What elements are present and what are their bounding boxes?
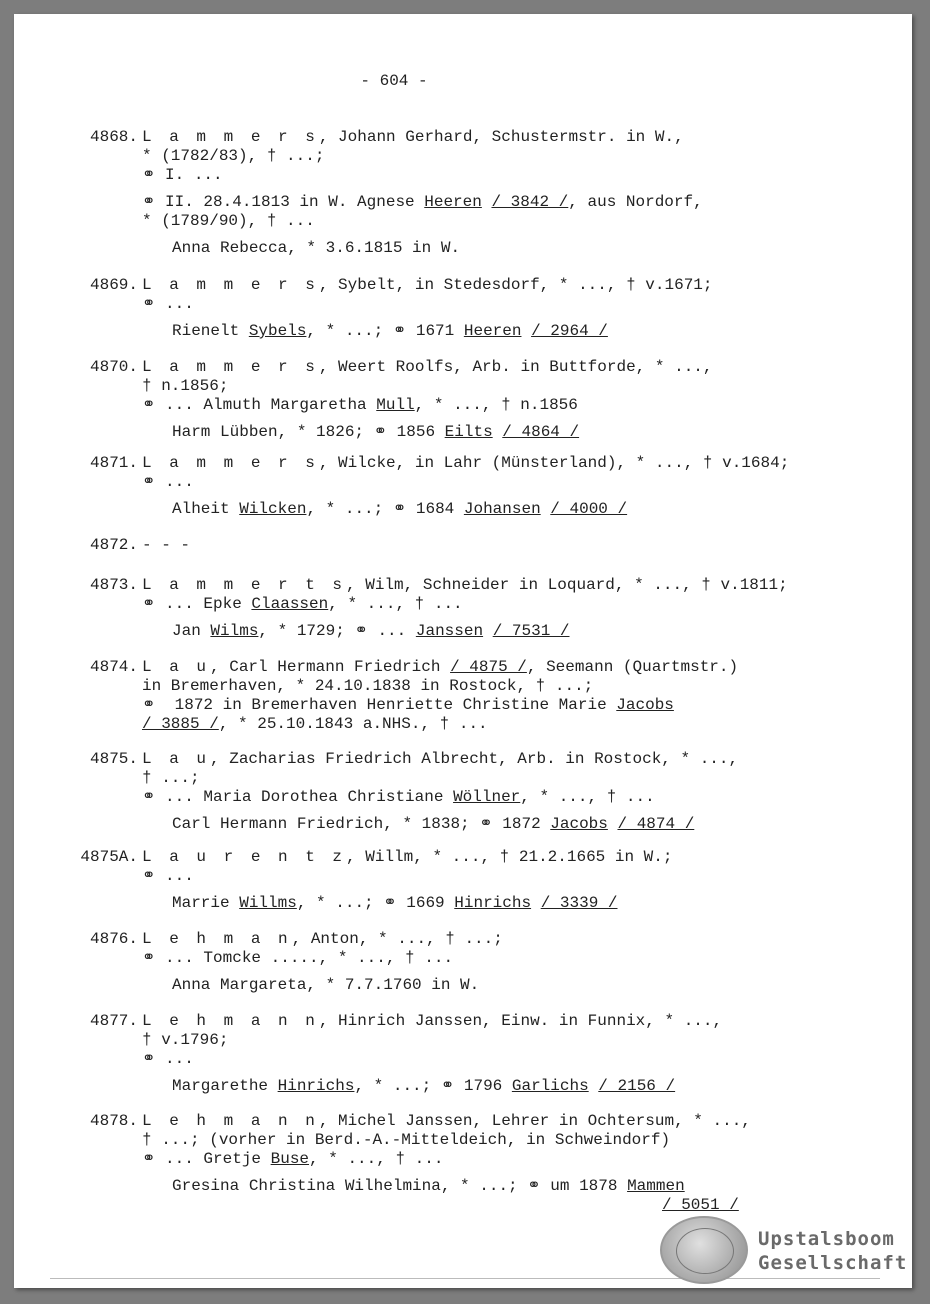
entry-text: Anna Rebecca, * 3.6.1815 in W. — [172, 239, 461, 257]
entry-line — [142, 677, 593, 696]
cross-reference: Hinrichs — [277, 1077, 355, 1095]
entry-text: † n.1856; — [142, 377, 229, 395]
entry-line — [142, 949, 453, 968]
document-page — [14, 14, 912, 1288]
cross-reference: Willms — [239, 894, 297, 912]
cross-reference: / 4874 / — [617, 815, 695, 833]
child-line — [172, 1177, 685, 1196]
cross-reference: Garlichs — [511, 1077, 589, 1095]
cross-reference: / 7531 / — [492, 622, 570, 640]
cross-reference: Wilcken — [239, 500, 307, 518]
entry-line — [142, 1031, 228, 1050]
entry-number: 4873. — [89, 576, 138, 594]
cross-reference: Mammen — [627, 1177, 685, 1195]
logo-line1: Upstalsboom — [758, 1228, 895, 1250]
cross-reference: / 4864 / — [502, 423, 580, 441]
entry-line — [142, 576, 788, 595]
cross-reference: Wilms — [210, 622, 259, 640]
entry-text: Carl Hermann Friedrich, * 1838; ⚭ 1872 — [172, 815, 551, 833]
entry-text: , Zacharias Friedrich Albrecht, Arb. in Rostock, * ..., — [210, 750, 739, 768]
entry-line — [142, 750, 738, 769]
child-line — [172, 622, 570, 641]
entry-number: 4868. — [89, 128, 138, 146]
entry-number: 4874. — [89, 658, 138, 676]
entry-text: , Anton, * ..., † ...; — [291, 930, 503, 948]
entry-number: 4875. — [89, 750, 138, 768]
entry-text: , Johann Gerhard, Schustermstr. in W., — [318, 128, 684, 146]
entry-line — [142, 128, 684, 147]
child-line — [172, 976, 479, 995]
entry-text: Rienelt — [172, 322, 249, 340]
cross-reference: / 4000 / — [550, 500, 628, 518]
entry-text: * (1782/83), † ...; — [142, 147, 325, 165]
entry-text: ⚭ I. ... — [142, 166, 223, 184]
cross-reference: Jacobs — [550, 815, 608, 833]
entry-text: , aus Nordorf, — [568, 193, 703, 211]
cross-reference: / 2156 / — [598, 1077, 676, 1095]
surname: L e h m a n n — [142, 1012, 319, 1030]
entry-text: , Wilcke, in Lahr (Münsterland), * ..., † v.1684; — [318, 454, 790, 472]
entry-text: , Weert Roolfs, Arb. in Buttforde, * ..., — [318, 358, 713, 376]
surname: L a m m e r s — [142, 128, 319, 146]
child-line — [172, 894, 618, 913]
entry-text: , Sybelt, in Stedesdorf, * ..., † v.1671; — [318, 276, 713, 294]
entry-text: , Wilm, Schneider in Loquard, * ..., † v.1811; — [346, 576, 788, 594]
surname: L a m m e r s — [142, 358, 319, 376]
entry-text: Anna Margareta, * 7.7.1760 in W. — [172, 976, 480, 994]
entry-line — [142, 867, 194, 886]
entry-text: , * ..., † ... — [520, 788, 655, 806]
surname: L a u — [142, 750, 211, 768]
entry-line — [142, 769, 200, 788]
cross-reference: Mull — [376, 396, 415, 414]
cross-reference: Janssen — [415, 622, 484, 640]
entry-line — [142, 147, 324, 166]
entry-text: ⚭ II. 28.4.1813 in W. Agnese — [142, 193, 425, 211]
surname: L a m m e r t s — [142, 576, 347, 594]
entry-text: ⚭ ... — [142, 295, 194, 313]
entry-text: † ...; (vorher in Berd.-A.-Mitteldeich, in Schweindorf) — [142, 1131, 671, 1149]
surname: L a m m e r s — [142, 454, 319, 472]
entry-text: , * ...; ⚭ 1671 — [306, 322, 464, 340]
entry-text: , * ..., † ... — [328, 595, 463, 613]
entry-line — [142, 1150, 443, 1169]
entry-line — [142, 658, 738, 677]
entry-text: , Hinrich Janssen, Einw. in Funnix, * ..., — [318, 1012, 723, 1030]
entry-number: 4876. — [89, 930, 138, 948]
entry-text: , * ...; ⚭ 1669 — [296, 894, 455, 912]
entry-text: ⚭ 1872 in Bremerhaven Henriette Christine Marie — [142, 696, 617, 714]
cross-reference: Claassen — [251, 595, 329, 613]
entry-text — [541, 500, 551, 518]
entry-text: , * ...; ⚭ 1796 — [354, 1077, 512, 1095]
entry-line — [142, 377, 228, 396]
cross-reference: / 5051 / — [662, 1196, 739, 1214]
entry-text: ⚭ ... Gretje — [142, 1150, 271, 1168]
entry-line — [142, 536, 190, 555]
cross-reference: / 2964 / — [531, 322, 608, 340]
cross-reference: Jacobs — [616, 696, 674, 714]
child-line — [172, 500, 627, 519]
child-line — [172, 423, 579, 442]
entry-line — [142, 788, 655, 807]
entry-text: Marrie — [172, 894, 240, 912]
entry-line — [142, 848, 672, 867]
entry-text: † v.1796; — [142, 1031, 229, 1049]
cross-reference: / 3842 / — [491, 193, 569, 211]
cross-reference: / 4875 / — [450, 658, 527, 676]
entry-text: ⚭ ... Almuth Margaretha — [142, 396, 377, 414]
entry-line — [142, 166, 223, 185]
entry-text: , * 25.10.1843 a.NHS., † ... — [218, 715, 488, 733]
surname: L a m m e r s — [142, 276, 319, 294]
entry-line — [142, 1131, 670, 1150]
entry-line — [142, 358, 713, 377]
surname: L a u — [142, 658, 211, 676]
entry-line — [142, 454, 789, 473]
entry-text: in Bremerhaven, * 24.10.1838 in Rostock, † ...; — [142, 677, 594, 695]
entry-line — [142, 715, 488, 734]
entry-text: ⚭ ... Epke — [142, 595, 252, 613]
entry-line — [142, 1050, 194, 1069]
entry-line — [142, 396, 578, 415]
entry-line — [142, 276, 713, 295]
surname: L e h m a n — [142, 930, 292, 948]
upstalsboom-logo — [654, 1212, 908, 1282]
entry-number: 4875A. — [80, 848, 138, 866]
entry-text: ⚭ ... — [142, 473, 194, 491]
child-line — [172, 322, 608, 341]
cross-reference: Johansen — [463, 500, 541, 518]
cross-reference: Heeren — [424, 193, 482, 211]
entry-text: Alheit — [172, 500, 240, 518]
child-line — [172, 815, 694, 834]
entry-text: , Willm, * ..., † 21.2.1665 in W.; — [346, 848, 673, 866]
entry-line — [142, 295, 194, 314]
cross-reference: / 3339 / — [540, 894, 618, 912]
cross-reference: Sybels — [248, 322, 307, 340]
entry-text: Gresina Christina Wilhelmina, * ...; ⚭ um 1878 — [172, 1177, 628, 1195]
entry-text — [531, 894, 541, 912]
entry-text: , * 1729; ⚭ ... — [258, 622, 416, 640]
entry-text: ⚭ ... — [142, 867, 194, 885]
entry-text: Jan — [172, 622, 211, 640]
page-number: - 604 - — [360, 72, 428, 90]
entry-text: † ...; — [142, 769, 200, 787]
entry-number: 4869. — [89, 276, 138, 294]
surname: L a u r e n t z — [142, 848, 347, 866]
entry-text: ⚭ ... — [142, 1050, 194, 1068]
entry-text: ⚭ ... Tomcke ....., * ..., † ... — [142, 949, 454, 967]
child-line — [172, 1077, 675, 1096]
entry-text: - - - — [142, 536, 191, 554]
cross-reference: Wöllner — [453, 788, 521, 806]
cross-reference: Eilts — [444, 423, 493, 441]
child-line — [172, 239, 460, 258]
cross-reference: Buse — [270, 1150, 310, 1168]
entry-text: Harm Lübben, * 1826; ⚭ 1856 — [172, 423, 445, 441]
cross-reference: Heeren — [463, 322, 522, 340]
entry-line — [142, 1012, 722, 1031]
entry-line — [142, 193, 703, 212]
entry-line — [142, 930, 503, 949]
seal-icon — [660, 1216, 748, 1284]
entry-line — [142, 473, 194, 492]
entry-number: 4877. — [89, 1012, 138, 1030]
entry-text: * (1789/90), † ... — [142, 212, 315, 230]
entry-text — [521, 322, 531, 340]
entry-text: , Carl Hermann Friedrich — [210, 658, 451, 676]
entry-text: , * ..., † ... — [309, 1150, 444, 1168]
entry-text: ⚭ ... Maria Dorothea Christiane — [142, 788, 454, 806]
entry-text — [589, 1077, 599, 1095]
entry-number: 4878. — [89, 1112, 138, 1130]
entry-number: 4871. — [89, 454, 138, 472]
entry-number: 4870. — [89, 358, 138, 376]
cross-reference: Hinrichs — [454, 894, 532, 912]
entry-text: , Seemann (Quartmstr.) — [526, 658, 739, 676]
entry-text: , Michel Janssen, Lehrer in Ochtersum, * ..., — [318, 1112, 751, 1130]
entry-text: Margarethe — [172, 1077, 278, 1095]
logo-line2: Gesellschaft — [758, 1252, 908, 1274]
entry-line — [142, 212, 315, 231]
entry-text — [483, 622, 493, 640]
entry-line — [142, 595, 463, 614]
entry-number: 4872. — [89, 536, 138, 554]
entry-text: , * ...; ⚭ 1684 — [306, 500, 464, 518]
entry-text: , * ..., † n.1856 — [414, 396, 578, 414]
surname: L e h m a n n — [142, 1112, 319, 1130]
entry-line — [142, 696, 674, 715]
cross-reference: / 3885 / — [142, 715, 219, 733]
entry-text — [493, 423, 503, 441]
entry-line — [142, 1112, 751, 1131]
